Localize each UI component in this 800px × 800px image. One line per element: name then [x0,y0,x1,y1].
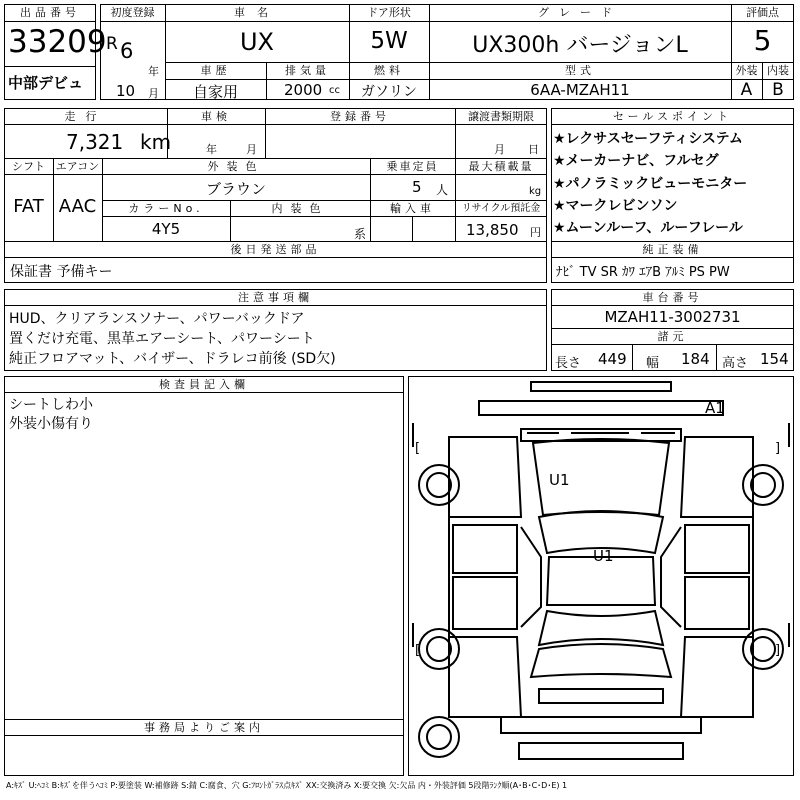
debut-text: 中部デビュ [8,74,84,92]
history-label: 車歴 [200,64,231,77]
inspector-line-2: 外装小傷有り [9,416,93,432]
era-letter: R [106,34,118,54]
transfer-day-unit: 日 [528,143,539,156]
note-line-2: 置くだけ充電、黒革エアーシート、パワーシート [9,331,315,347]
legend-text: A:ｷｽﾞ U:ﾍｺﾐ B:ｷｽﾞを伴うﾍｺﾐ P:要塗装 W:補修跡 S:錆 C:腐食、穴 G:ﾌﾛﾝﾄｶﾞﾗｽ点ｷｽﾞ XX:交換済み X:要交換 欠:欠品 内・外装評価 5段階ﾗﾝｸ順(A･B･C･D･E) 1 [6,781,568,790]
damage-mark-u1-hood: U1 [549,471,570,489]
transfer-label: 譲渡書類期限 [468,110,534,123]
notes-label: 注意事項欄 [238,291,313,304]
damage-mark-a1: A1 [705,399,725,417]
int-color-unit: 系 [354,227,367,241]
ext-color-label: 外装色 [207,160,265,173]
later-parts-label: 後日発送部品 [230,243,321,256]
load-unit: kg [529,186,542,197]
sales-points-label: セールスポイント [612,110,732,123]
color-no-label: カラーNo. [128,202,204,215]
grade-value: UX300h バージョンL [472,33,688,58]
exterior-value: A [740,80,753,100]
bracket-bottom-right: ] [775,643,781,658]
shift-label: シフト [12,160,45,173]
equipment-value: ﾅﾋﾞ TV SR ｶﾜ ｴｱB ｱﾙﾐ PS PW [556,265,730,280]
bracket-bottom-left: [ [415,643,421,658]
history-value: 自家用 [192,83,238,101]
length-label: 長さ [555,356,582,371]
equipment-label: 純正装備 [642,243,703,256]
note-line-3: 純正フロアマット、バイザー、ドラレコ前後 (SD欠) [9,351,336,367]
model-label: 型式 [565,64,595,77]
model-value: 6AA-MZAH11 [530,81,630,99]
office-label: 事務局よりご案内 [144,721,264,734]
inspection-year-unit: 年 [206,143,217,156]
displacement-label: 排気量 [285,64,330,77]
displacement-value: 2000 [284,81,323,99]
later-parts-value: 保証書 予備キー [10,264,113,280]
mileage-label: 走行 [64,110,107,123]
dims-label: 諸元 [657,330,688,343]
aircon-value: AAC [58,196,97,217]
sales-point-2: ★メーカーナビ、フルセグ [553,153,719,169]
import-label: 輸入車 [390,202,435,215]
sales-point-4: ★マークレビンソン [553,198,678,214]
capacity-unit: 人 [436,183,449,197]
lot-number: 33209 [8,24,107,60]
height-value: 154 [760,350,789,368]
month-unit: 月 [148,87,159,100]
width-label: 幅 [646,356,660,371]
note-line-1: HUD、クリアランスソナー、パワーバックドア [9,311,305,327]
grade-label: グレード [538,6,622,19]
fuel-value: ガソリン [361,84,417,100]
chassis-label: 車台番号 [642,291,703,304]
bracket-top-left: [ [415,441,421,456]
shift-value: FAT [13,196,44,217]
displacement-unit: cc [329,85,340,96]
sales-point-5: ★ムーンルーフ、ルーフレール [553,220,743,236]
lot-label: 出品番号 [20,6,80,19]
damage-mark-u1-roof: U1 [593,547,614,565]
chassis-value: MZAH11-3002731 [604,308,741,326]
month-value: 10 [116,82,136,100]
interior-value: B [772,80,784,100]
load-label: 最大積載量 [468,160,534,173]
recycle-unit: 円 [530,226,541,239]
transfer-month-unit: 月 [494,143,505,156]
vehicle-diagram [408,376,794,776]
fuel-label: 燃料 [374,64,404,77]
length-value: 449 [598,350,627,368]
bracket-top-right: ] [775,441,781,456]
car-name: UX [239,28,274,56]
car-outline [409,377,793,775]
year-value: 6 [120,39,134,63]
mileage-unit: km [140,130,172,154]
width-value: 184 [681,350,710,368]
mileage-value: 7,321 [66,130,124,154]
inspector-line-1: シートしわ小 [9,397,93,413]
exterior-label: 外装 [735,64,758,77]
recycle-value: 13,850 [466,221,519,239]
color-no-value: 4Y5 [151,220,181,238]
interior-label: 内装 [767,64,789,77]
capacity-label: 乗車定員 [386,160,439,173]
capacity-value: 5 [412,178,422,196]
score-value: 5 [753,24,772,57]
inspection-label: 車検 [201,110,231,123]
ext-color-value: ブラウン [205,180,266,198]
door-value: 5W [370,28,408,54]
year-unit: 年 [148,65,159,78]
inspection-month-unit: 月 [246,143,257,156]
height-label: 高さ [722,356,749,371]
car-name-label: 車名 [234,6,280,19]
score-label: 評価点 [746,6,779,19]
first-reg-label: 初度登録 [110,6,155,19]
aircon-label: エアコン [55,160,100,173]
sales-point-1: ★レクサスセーフティシステム [553,131,743,147]
reg-no-label: 登録番号 [330,110,390,123]
door-label: ドア形状 [367,6,411,19]
int-color-label: 内装色 [271,202,329,215]
inspector-label: 検査員記入欄 [159,378,249,391]
sales-point-3: ★パノラミックビューモニター [553,176,748,192]
recycle-label: リサイクル預託金 [461,203,541,214]
